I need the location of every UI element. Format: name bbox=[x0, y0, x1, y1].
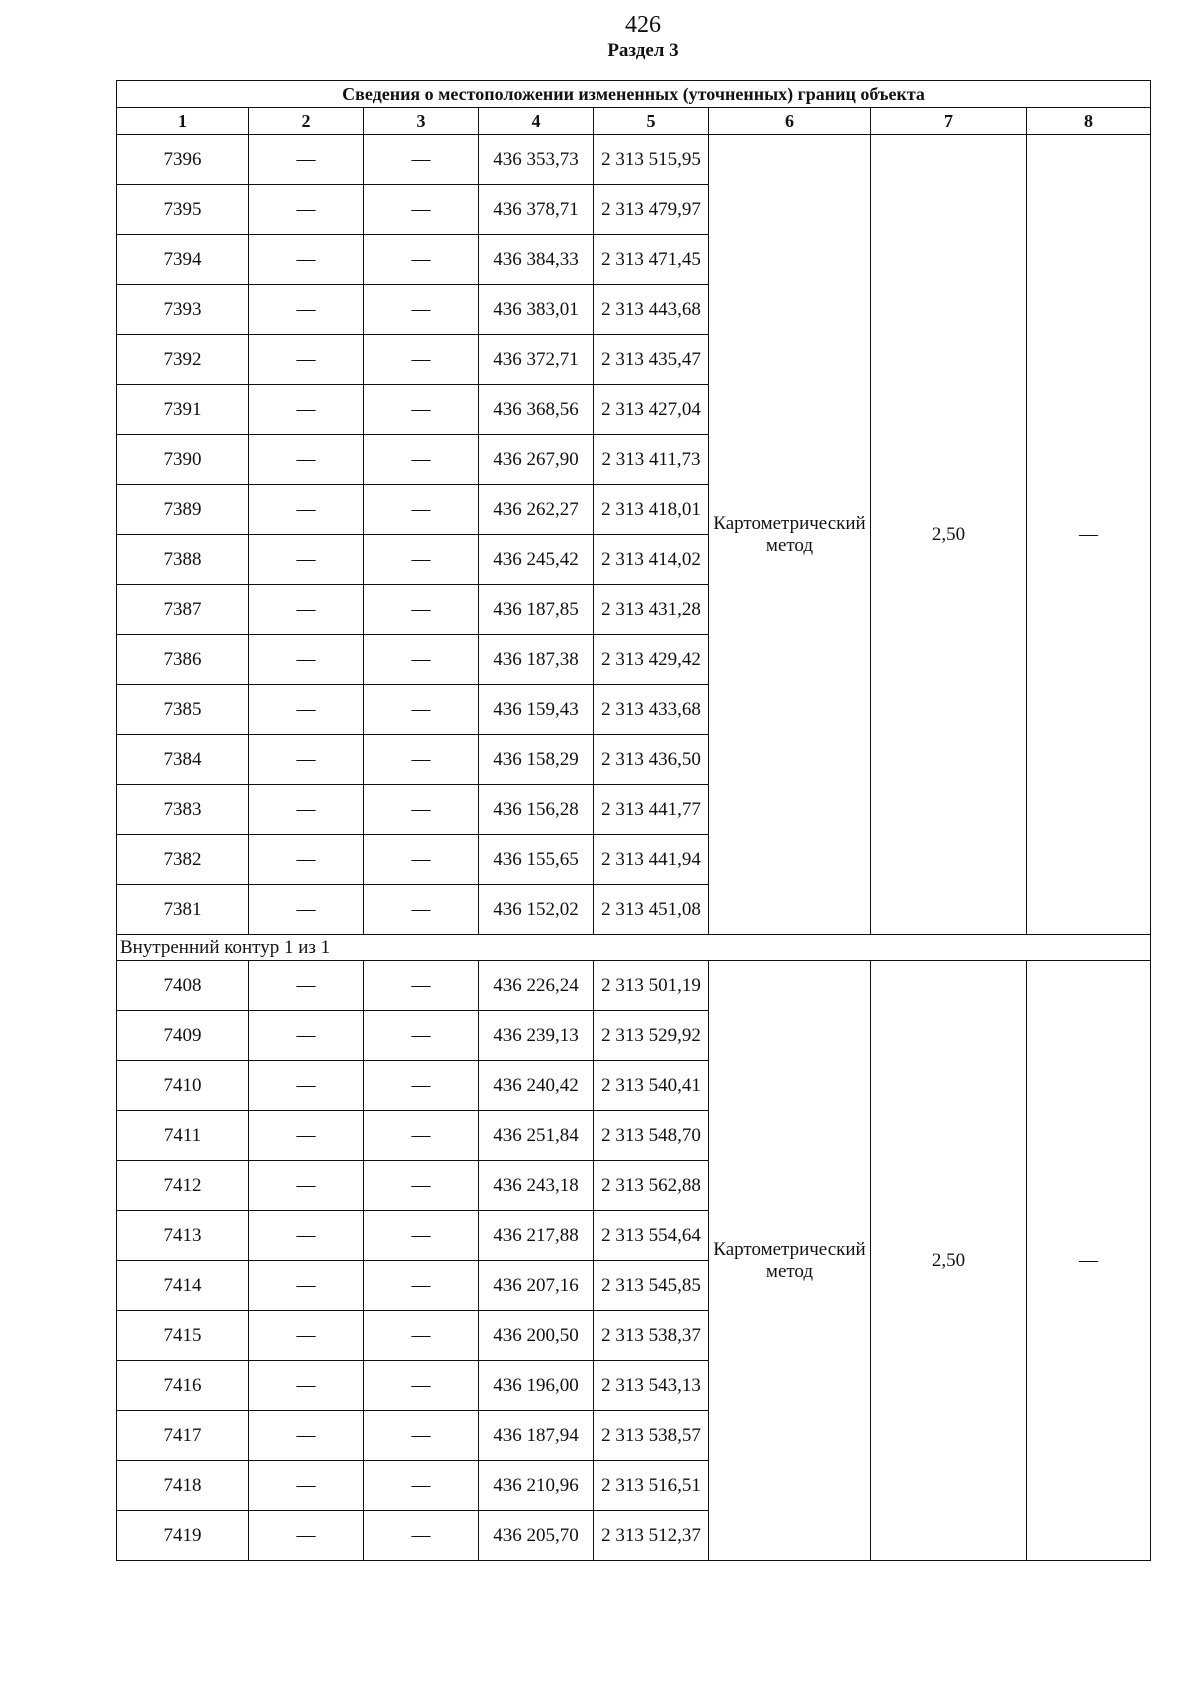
point-number: 7412 bbox=[117, 1161, 249, 1211]
accuracy-cell: 2,50 bbox=[871, 135, 1027, 935]
col8-cell: — bbox=[1027, 961, 1151, 1561]
col3-dash: — bbox=[364, 1061, 479, 1111]
col3-dash: — bbox=[364, 185, 479, 235]
point-number: 7389 bbox=[117, 485, 249, 535]
col2-dash: — bbox=[249, 535, 364, 585]
col2-dash: — bbox=[249, 685, 364, 735]
col3-dash: — bbox=[364, 885, 479, 935]
col2-dash: — bbox=[249, 335, 364, 385]
point-number: 7417 bbox=[117, 1411, 249, 1461]
point-number: 7390 bbox=[117, 435, 249, 485]
column-header: 6 bbox=[709, 108, 871, 135]
coordinate-y: 2 313 548,70 bbox=[594, 1111, 709, 1161]
col3-dash: — bbox=[364, 335, 479, 385]
col3-dash: — bbox=[364, 685, 479, 735]
point-number: 7394 bbox=[117, 235, 249, 285]
point-number: 7415 bbox=[117, 1311, 249, 1361]
coordinate-x: 436 267,90 bbox=[479, 435, 594, 485]
col2-dash: — bbox=[249, 385, 364, 435]
coordinate-y: 2 313 441,77 bbox=[594, 785, 709, 835]
coordinate-x: 436 262,27 bbox=[479, 485, 594, 535]
column-header: 8 bbox=[1027, 108, 1151, 135]
coordinate-x: 436 200,50 bbox=[479, 1311, 594, 1361]
col2-dash: — bbox=[249, 1011, 364, 1061]
col3-dash: — bbox=[364, 1461, 479, 1511]
coordinate-x: 436 245,42 bbox=[479, 535, 594, 585]
table-row bbox=[117, 135, 1151, 185]
col3-dash: — bbox=[364, 785, 479, 835]
coordinate-x: 436 239,13 bbox=[479, 1011, 594, 1061]
coordinate-x: 436 251,84 bbox=[479, 1111, 594, 1161]
coordinate-x: 436 368,56 bbox=[479, 385, 594, 435]
col2-dash: — bbox=[249, 235, 364, 285]
coordinate-x: 436 196,00 bbox=[479, 1361, 594, 1411]
point-number: 7395 bbox=[117, 185, 249, 235]
col2-dash: — bbox=[249, 835, 364, 885]
coordinate-y: 2 313 540,41 bbox=[594, 1061, 709, 1111]
col2-dash: — bbox=[249, 885, 364, 935]
col8-cell: — bbox=[1027, 135, 1151, 935]
point-number: 7409 bbox=[117, 1011, 249, 1061]
col3-dash: — bbox=[364, 1011, 479, 1061]
point-number: 7392 bbox=[117, 335, 249, 385]
coordinate-x: 436 158,29 bbox=[479, 735, 594, 785]
point-number: 7410 bbox=[117, 1061, 249, 1111]
coordinate-y: 2 313 529,92 bbox=[594, 1011, 709, 1061]
col3-dash: — bbox=[364, 535, 479, 585]
coordinate-x: 436 372,71 bbox=[479, 335, 594, 385]
col2-dash: — bbox=[249, 1261, 364, 1311]
col2-dash: — bbox=[249, 485, 364, 535]
coordinate-y: 2 313 543,13 bbox=[594, 1361, 709, 1411]
coordinate-y: 2 313 545,85 bbox=[594, 1261, 709, 1311]
col3-dash: — bbox=[364, 1361, 479, 1411]
coordinate-x: 436 240,42 bbox=[479, 1061, 594, 1111]
contour-label-row bbox=[117, 935, 1151, 961]
coordinate-y: 2 313 441,94 bbox=[594, 835, 709, 885]
point-number: 7408 bbox=[117, 961, 249, 1011]
coordinate-y: 2 313 427,04 bbox=[594, 385, 709, 435]
coordinate-x: 436 187,94 bbox=[479, 1411, 594, 1461]
coordinate-y: 2 313 436,50 bbox=[594, 735, 709, 785]
coordinate-x: 436 159,43 bbox=[479, 685, 594, 735]
table-row bbox=[117, 961, 1151, 1011]
method-cell: Картометрический метод bbox=[709, 961, 871, 1561]
coordinate-y: 2 313 515,95 bbox=[594, 135, 709, 185]
coordinate-x: 436 187,38 bbox=[479, 635, 594, 685]
section-title: Раздел 3 bbox=[607, 40, 679, 61]
column-header: 3 bbox=[364, 108, 479, 135]
coordinate-y: 2 313 479,97 bbox=[594, 185, 709, 235]
point-number: 7387 bbox=[117, 585, 249, 635]
coordinate-y: 2 313 538,57 bbox=[594, 1411, 709, 1461]
coordinate-y: 2 313 451,08 bbox=[594, 885, 709, 935]
col2-dash: — bbox=[249, 435, 364, 485]
col2-dash: — bbox=[249, 585, 364, 635]
coordinate-x: 436 156,28 bbox=[479, 785, 594, 835]
col2-dash: — bbox=[249, 1361, 364, 1411]
point-number: 7384 bbox=[117, 735, 249, 785]
coordinate-x: 436 226,24 bbox=[479, 961, 594, 1011]
column-header: 4 bbox=[479, 108, 594, 135]
point-number: 7385 bbox=[117, 685, 249, 735]
col2-dash: — bbox=[249, 1211, 364, 1261]
col2-dash: — bbox=[249, 1161, 364, 1211]
header-row bbox=[117, 108, 1151, 135]
col2-dash: — bbox=[249, 285, 364, 335]
column-header: 2 bbox=[249, 108, 364, 135]
col3-dash: — bbox=[364, 485, 479, 535]
page-number: 426 bbox=[625, 12, 661, 38]
point-number: 7391 bbox=[117, 385, 249, 435]
point-number: 7414 bbox=[117, 1261, 249, 1311]
coordinate-x: 436 383,01 bbox=[479, 285, 594, 335]
col3-dash: — bbox=[364, 1411, 479, 1461]
col3-dash: — bbox=[364, 135, 479, 185]
coordinate-y: 2 313 431,28 bbox=[594, 585, 709, 635]
boundary-coordinates-table bbox=[116, 80, 1151, 1561]
col3-dash: — bbox=[364, 1161, 479, 1211]
coordinate-y: 2 313 414,02 bbox=[594, 535, 709, 585]
coordinate-x: 436 210,96 bbox=[479, 1461, 594, 1511]
coordinate-x: 436 155,65 bbox=[479, 835, 594, 885]
col2-dash: — bbox=[249, 785, 364, 835]
col3-dash: — bbox=[364, 635, 479, 685]
coordinate-x: 436 152,02 bbox=[479, 885, 594, 935]
col2-dash: — bbox=[249, 961, 364, 1011]
point-number: 7381 bbox=[117, 885, 249, 935]
col2-dash: — bbox=[249, 1061, 364, 1111]
col3-dash: — bbox=[364, 961, 479, 1011]
col2-dash: — bbox=[249, 1311, 364, 1361]
coordinate-y: 2 313 471,45 bbox=[594, 235, 709, 285]
point-number: 7416 bbox=[117, 1361, 249, 1411]
col3-dash: — bbox=[364, 585, 479, 635]
table-title: Сведения о местоположении измененных (уточненных) границ объекта bbox=[117, 81, 1151, 108]
point-number: 7413 bbox=[117, 1211, 249, 1261]
coordinate-y: 2 313 512,37 bbox=[594, 1511, 709, 1561]
coordinate-x: 436 217,88 bbox=[479, 1211, 594, 1261]
coordinate-y: 2 313 418,01 bbox=[594, 485, 709, 535]
col2-dash: — bbox=[249, 185, 364, 235]
col2-dash: — bbox=[249, 635, 364, 685]
col3-dash: — bbox=[364, 1211, 479, 1261]
col2-dash: — bbox=[249, 1461, 364, 1511]
coordinate-x: 436 378,71 bbox=[479, 185, 594, 235]
col3-dash: — bbox=[364, 235, 479, 285]
coordinate-x: 436 187,85 bbox=[479, 585, 594, 635]
contour-label: Внутренний контур 1 из 1 bbox=[117, 935, 1151, 961]
col2-dash: — bbox=[249, 735, 364, 785]
point-number: 7396 bbox=[117, 135, 249, 185]
point-number: 7393 bbox=[117, 285, 249, 335]
column-header: 5 bbox=[594, 108, 709, 135]
coordinate-y: 2 313 538,37 bbox=[594, 1311, 709, 1361]
coordinate-x: 436 207,16 bbox=[479, 1261, 594, 1311]
coordinate-y: 2 313 501,19 bbox=[594, 961, 709, 1011]
col3-dash: — bbox=[364, 285, 479, 335]
coordinate-y: 2 313 435,47 bbox=[594, 335, 709, 385]
column-header: 7 bbox=[871, 108, 1027, 135]
column-header: 1 bbox=[117, 108, 249, 135]
coordinate-y: 2 313 554,64 bbox=[594, 1211, 709, 1261]
coordinate-y: 2 313 429,42 bbox=[594, 635, 709, 685]
col3-dash: — bbox=[364, 1511, 479, 1561]
col3-dash: — bbox=[364, 435, 479, 485]
point-number: 7382 bbox=[117, 835, 249, 885]
coordinate-y: 2 313 443,68 bbox=[594, 285, 709, 335]
coordinate-y: 2 313 411,73 bbox=[594, 435, 709, 485]
coordinate-x: 436 243,18 bbox=[479, 1161, 594, 1211]
coordinate-y: 2 313 562,88 bbox=[594, 1161, 709, 1211]
col3-dash: — bbox=[364, 1111, 479, 1161]
point-number: 7411 bbox=[117, 1111, 249, 1161]
point-number: 7386 bbox=[117, 635, 249, 685]
col3-dash: — bbox=[364, 835, 479, 885]
col3-dash: — bbox=[364, 735, 479, 785]
col2-dash: — bbox=[249, 1111, 364, 1161]
col2-dash: — bbox=[249, 1511, 364, 1561]
col3-dash: — bbox=[364, 1311, 479, 1361]
col2-dash: — bbox=[249, 135, 364, 185]
point-number: 7419 bbox=[117, 1511, 249, 1561]
coordinate-y: 2 313 433,68 bbox=[594, 685, 709, 735]
coordinate-y: 2 313 516,51 bbox=[594, 1461, 709, 1511]
col3-dash: — bbox=[364, 385, 479, 435]
coordinate-x: 436 205,70 bbox=[479, 1511, 594, 1561]
accuracy-cell: 2,50 bbox=[871, 961, 1027, 1561]
coordinate-x: 436 384,33 bbox=[479, 235, 594, 285]
point-number: 7388 bbox=[117, 535, 249, 585]
col2-dash: — bbox=[249, 1411, 364, 1461]
point-number: 7418 bbox=[117, 1461, 249, 1511]
col3-dash: — bbox=[364, 1261, 479, 1311]
coordinate-x: 436 353,73 bbox=[479, 135, 594, 185]
method-cell: Картометрический метод bbox=[709, 135, 871, 935]
point-number: 7383 bbox=[117, 785, 249, 835]
